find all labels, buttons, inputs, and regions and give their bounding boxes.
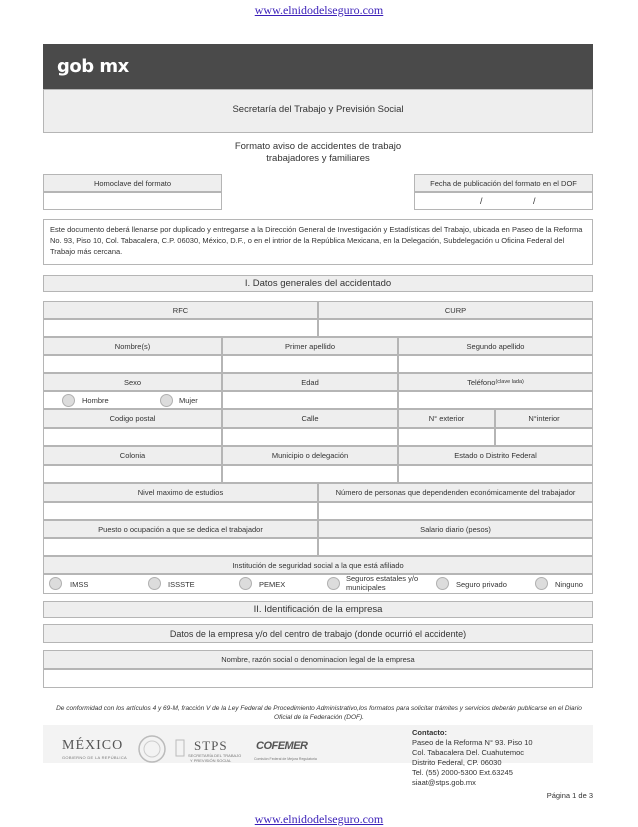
- segundo-apellido-label: Segundo apellido: [398, 337, 593, 355]
- n-interior-input[interactable]: [495, 428, 593, 446]
- company-name-input[interactable]: [43, 669, 593, 688]
- form-title-2: trabajadores y familiares: [266, 153, 370, 164]
- dof-label: Fecha de publicación del formato en el DOF: [414, 174, 593, 192]
- segundo-apellido-input[interactable]: [398, 355, 593, 373]
- company-name-label: Nombre, razón social o denominacion legal de la empresa: [43, 650, 593, 669]
- personas-dependientes-label: Número de personas que dependenden económicamente del trabajador: [318, 483, 593, 502]
- salario-label: Salario diario (pesos): [318, 520, 593, 538]
- pemex-radio[interactable]: [239, 577, 252, 590]
- nombres-label: Nombre(s): [43, 337, 222, 355]
- estado-label: Estado o Distrito Federal: [398, 446, 593, 465]
- mujer-label: Mujer: [179, 396, 198, 405]
- ninguno-label: Ninguno: [555, 580, 583, 589]
- contact-line-3: Distrito Federal, CP. 06030: [412, 758, 502, 767]
- issste-label: ISSSTE: [168, 580, 195, 589]
- cp-label: Codigo postal: [43, 409, 222, 428]
- dof-date-input[interactable]: [414, 192, 593, 210]
- municipio-input[interactable]: [222, 465, 398, 483]
- imss-radio[interactable]: [49, 577, 62, 590]
- imss-label: IMSS: [70, 580, 89, 589]
- mexico-logo: MÉXICO: [62, 738, 124, 753]
- brand-logo: gob mx: [57, 56, 129, 77]
- page-number: Página 1 de 3: [546, 791, 593, 800]
- telefono-note: (clave lada): [495, 379, 524, 385]
- institucion-options: [43, 574, 593, 594]
- n-exterior-label: N° exterior: [398, 409, 495, 428]
- salario-input[interactable]: [318, 538, 593, 556]
- watermark-top[interactable]: www.elnidodelseguro.com: [254, 3, 384, 17]
- intro-text: Este documento deberá llenarse por duplicado y entregarse a la Dirección General de Investigación y Estadísticas del Trabajo, ubicada en Paseo de la Reforma No. 93, Piso 10, Col. Tabacalera, C.P. 06030, México, D.F., o en el intrior de la República Mexicana, en la Delegación, Subdelegación u Oficina Federal del Trabajo más cercana.: [43, 219, 593, 265]
- contact-block: [412, 728, 533, 788]
- hombre-radio[interactable]: [62, 394, 75, 407]
- nombres-input[interactable]: [43, 355, 222, 373]
- date-separator-1: /: [480, 196, 483, 206]
- puesto-label: Puesto o ocupación a que se dedica el trabajador: [43, 520, 318, 538]
- cofemer-logo-sub: Comisión Federal de Mejora Regulatoria: [254, 757, 317, 761]
- institucion-label: Institución de seguridad social a la que está afiliado: [43, 556, 593, 574]
- nivel-estudios-input[interactable]: [43, 502, 318, 520]
- ninguno-radio[interactable]: [535, 577, 548, 590]
- stps-logo: STPS: [194, 738, 228, 753]
- cofemer-logo: COFEMER: [256, 740, 308, 752]
- personas-dependientes-input[interactable]: [318, 502, 593, 520]
- curp-label: CURP: [318, 301, 593, 319]
- rfc-label: RFC: [43, 301, 318, 319]
- contact-line-4: Tel. (55) 2000-5300 Ext.63245: [412, 768, 513, 777]
- curp-input[interactable]: [318, 319, 593, 337]
- legal-footnote: De conformidad con los artículos 4 y 69-M, fracción V de la Ley Federal de Procedimiento Administrativo,los formatos para solicitar trámites y servicios deberán publicarse en el Diario Oficial de la Federación (DOF).: [56, 705, 582, 721]
- ministry-title: Secretaría del Trabajo y Previsión Social: [232, 104, 404, 115]
- n-exterior-input[interactable]: [398, 428, 495, 446]
- form-title-1: Formato aviso de accidentes de trabajo: [234, 141, 402, 152]
- estado-input[interactable]: [398, 465, 593, 483]
- seguros-estatales-radio[interactable]: [327, 577, 340, 590]
- seguros-estatales-label: Seguros estatales y/o municipales: [346, 574, 419, 592]
- colonia-label: Colonia: [43, 446, 222, 465]
- telefono-label-text: Teléfono: [467, 377, 496, 387]
- section-2-title: II. Identificación de la empresa: [43, 601, 593, 618]
- seguro-privado-label: Seguro privado: [456, 580, 507, 589]
- shield-icon: [134, 734, 170, 764]
- stps-emblem-icon: [174, 738, 186, 758]
- sexo-label: Sexo: [43, 373, 222, 391]
- seguro-privado-radio[interactable]: [436, 577, 449, 590]
- stps-logo-sub2: Y PREVISIÓN SOCIAL: [190, 758, 232, 763]
- municipio-label: Municipio o delegación: [222, 446, 398, 465]
- issste-radio[interactable]: [148, 577, 161, 590]
- telefono-label: [398, 373, 593, 391]
- primer-apellido-label: Primer apellido: [222, 337, 398, 355]
- edad-label: Edad: [222, 373, 398, 391]
- section-1-title: I. Datos generales del accidentado: [43, 275, 593, 292]
- date-separator-2: /: [533, 196, 536, 206]
- cp-input[interactable]: [43, 428, 222, 446]
- watermark-bottom[interactable]: www.elnidodelseguro.com: [254, 812, 384, 826]
- company-header: Datos de la empresa y/o del centro de trabajo (donde ocurrió el accidente): [43, 624, 593, 643]
- colonia-input[interactable]: [43, 465, 222, 483]
- calle-label: Calle: [222, 409, 398, 428]
- primer-apellido-input[interactable]: [222, 355, 398, 373]
- mexico-logo-sub: GOBIERNO DE LA REPÚBLICA: [62, 755, 127, 760]
- hombre-label: Hombre: [82, 396, 109, 405]
- mujer-radio[interactable]: [160, 394, 173, 407]
- contact-title: Contacto:: [412, 728, 447, 737]
- puesto-input[interactable]: [43, 538, 318, 556]
- calle-input[interactable]: [222, 428, 398, 446]
- pemex-label: PEMEX: [259, 580, 286, 589]
- stps-logo-sub1: SECRETARÍA DEL TRABAJO: [188, 753, 242, 758]
- contact-email[interactable]: siaat@stps.gob.mx: [412, 778, 476, 787]
- contact-line-1: Paseo de la Reforma N° 93. Piso 10: [412, 738, 533, 747]
- homoclave-label: Homoclave del formato: [43, 174, 222, 192]
- telefono-input[interactable]: [398, 391, 593, 409]
- n-interior-label: N°interior: [495, 409, 593, 428]
- rfc-input[interactable]: [43, 319, 318, 337]
- contact-line-2: Col. Tabacalera Del. Cuahutemoc: [412, 748, 525, 757]
- nivel-estudios-label: Nivel maximo de estudios: [43, 483, 318, 502]
- edad-input[interactable]: [222, 391, 398, 409]
- homoclave-input[interactable]: [43, 192, 222, 210]
